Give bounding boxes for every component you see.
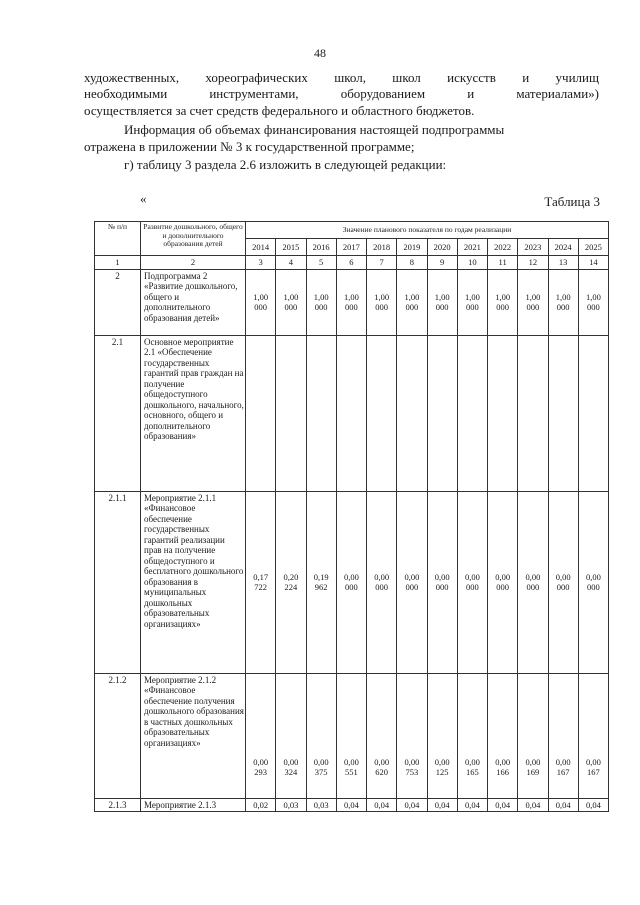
row-value: [457, 335, 487, 491]
header-year: 2018: [367, 239, 397, 256]
header-year: 2017: [336, 239, 366, 256]
row-value: 0,00 166: [488, 673, 518, 798]
row-value: 1,00 000: [518, 269, 548, 335]
body-para-3: г) таблицу 3 раздела 2.6 изложить в следующей редакции:: [124, 157, 447, 172]
row-value: 1,00 000: [276, 269, 306, 335]
table-row: [95, 798, 609, 812]
row-value: 0,00 324: [276, 673, 306, 798]
row-value: 0,00 000: [457, 491, 487, 673]
row-name: Мероприятие 2.1.2 «Финансовое обеспечение получения дошкольного образования в частных дошкольных образовательных организациях»: [141, 673, 246, 798]
column-number: 8: [397, 256, 427, 270]
column-number: 2: [141, 256, 246, 270]
row-code: 2.1: [95, 335, 141, 491]
row-value: 0,00 125: [427, 673, 457, 798]
row-value: [578, 335, 608, 491]
column-number: 10: [457, 256, 487, 270]
column-number: 9: [427, 256, 457, 270]
row-value: 1,00 000: [578, 269, 608, 335]
row-value: 0,00 000: [578, 491, 608, 673]
header-year: 2019: [397, 239, 427, 256]
column-number: 14: [578, 256, 608, 270]
row-value: [548, 335, 578, 491]
row-value: [397, 335, 427, 491]
row-code: 2.1.2: [95, 673, 141, 798]
row-value: 1,00 000: [548, 269, 578, 335]
row-value: 0,20 224: [276, 491, 306, 673]
row-value: 1,00 000: [457, 269, 487, 335]
indicator-table: [94, 221, 609, 812]
row-value: 1,00 000: [336, 269, 366, 335]
row-value: 0,04: [457, 798, 487, 812]
row-value: 1,00 000: [397, 269, 427, 335]
row-value: 1,00 000: [427, 269, 457, 335]
table-header-row: [95, 222, 609, 239]
header-year: 2020: [427, 239, 457, 256]
row-code: 2: [95, 269, 141, 335]
column-numbers-row: [95, 256, 609, 270]
row-name: Мероприятие 2.1.1 «Финансовое обеспечение государственных гарантий реализации прав на получение общедоступного и бесплатного дошкольного образования в муниципальных дошкольных образовательных организациях»: [141, 491, 246, 673]
row-value: 0,00 551: [336, 673, 366, 798]
header-year: 2016: [306, 239, 336, 256]
row-value: 0,00 375: [306, 673, 336, 798]
row-value: 0,00 167: [548, 673, 578, 798]
row-value: 0,02: [246, 798, 276, 812]
body-para-2-line-1: Информация об объемах финансирования настоящей подпрограммы: [124, 122, 505, 137]
column-number: 6: [336, 256, 366, 270]
column-number: 11: [488, 256, 518, 270]
row-value: [306, 335, 336, 491]
row-value: 1,00 000: [367, 269, 397, 335]
row-value: 0,03: [276, 798, 306, 812]
body-para-2-line-2: отражена в приложении № 3 к государственной программе;: [84, 139, 415, 154]
header-year: 2022: [488, 239, 518, 256]
body-line-3: осуществляется за счет средств федерального и областного бюджетов.: [84, 103, 475, 118]
row-value: 0,00 000: [518, 491, 548, 673]
body-line-1: художественных, хореографических школ, школ искусств и училищ: [84, 70, 599, 85]
table-row: [95, 335, 609, 491]
row-value: 0,17 722: [246, 491, 276, 673]
row-name: Основное мероприятие 2.1 «Обеспечение государственных гарантий прав граждан на получение общедоступного дошкольного, начального, основного, общего и дополнительного образования»: [141, 335, 246, 491]
column-number: 13: [548, 256, 578, 270]
row-value: 0,00 293: [246, 673, 276, 798]
row-value: 0,00 000: [548, 491, 578, 673]
row-value: 0,04: [367, 798, 397, 812]
row-value: 0,00 000: [336, 491, 366, 673]
row-value: [367, 335, 397, 491]
row-value: 0,03: [306, 798, 336, 812]
header-name: Развитие дошкольного, общего и дополнительного образования детей: [141, 222, 246, 256]
open-quote: «: [140, 191, 147, 206]
page-number: 48: [314, 46, 326, 60]
row-value: [336, 335, 366, 491]
row-value: 0,00 000: [367, 491, 397, 673]
row-value: 0,00 167: [578, 673, 608, 798]
row-value: 0,04: [518, 798, 548, 812]
row-value: 0,00 000: [397, 491, 427, 673]
row-value: 0,00 000: [488, 491, 518, 673]
header-year: 2014: [246, 239, 276, 256]
column-number: 5: [306, 256, 336, 270]
column-number: 12: [518, 256, 548, 270]
table-row: [95, 491, 609, 673]
header-year: 2015: [276, 239, 306, 256]
header-number: № п/п: [95, 222, 141, 256]
row-value: 0,04: [488, 798, 518, 812]
table-caption: Таблица 3: [544, 194, 600, 209]
header-year: 2024: [548, 239, 578, 256]
row-value: [488, 335, 518, 491]
header-years-group: Значение планового показателя по годам реализации: [246, 222, 609, 239]
row-value: 0,04: [548, 798, 578, 812]
row-value: [518, 335, 548, 491]
row-value: 0,04: [397, 798, 427, 812]
column-number: 4: [276, 256, 306, 270]
row-value: 0,00 620: [367, 673, 397, 798]
row-value: 1,00 000: [246, 269, 276, 335]
table-row: [95, 269, 609, 335]
header-year: 2025: [578, 239, 608, 256]
row-value: 1,00 000: [488, 269, 518, 335]
row-value: 0,19 962: [306, 491, 336, 673]
row-value: 0,00 753: [397, 673, 427, 798]
table-row: [95, 673, 609, 798]
column-number: 1: [95, 256, 141, 270]
row-value: [246, 335, 276, 491]
row-code: 2.1.1: [95, 491, 141, 673]
body-line-2: необходимыми инструментами, оборудованием и материалами»): [84, 86, 599, 101]
row-value: 0,04: [578, 798, 608, 812]
row-value: [427, 335, 457, 491]
row-value: 0,00 165: [457, 673, 487, 798]
row-value: 0,04: [336, 798, 366, 812]
header-year: 2023: [518, 239, 548, 256]
header-year: 2021: [457, 239, 487, 256]
row-value: 0,00 169: [518, 673, 548, 798]
row-code: 2.1.3: [95, 798, 141, 812]
row-name: Мероприятие 2.1.3: [141, 798, 246, 812]
row-value: 1,00 000: [306, 269, 336, 335]
row-name: Подпрограмма 2 «Развитие дошкольного, общего и дополнительного образования детей»: [141, 269, 246, 335]
row-value: 0,00 000: [427, 491, 457, 673]
column-number: 3: [246, 256, 276, 270]
row-value: 0,04: [427, 798, 457, 812]
column-number: 7: [367, 256, 397, 270]
row-value: [276, 335, 306, 491]
